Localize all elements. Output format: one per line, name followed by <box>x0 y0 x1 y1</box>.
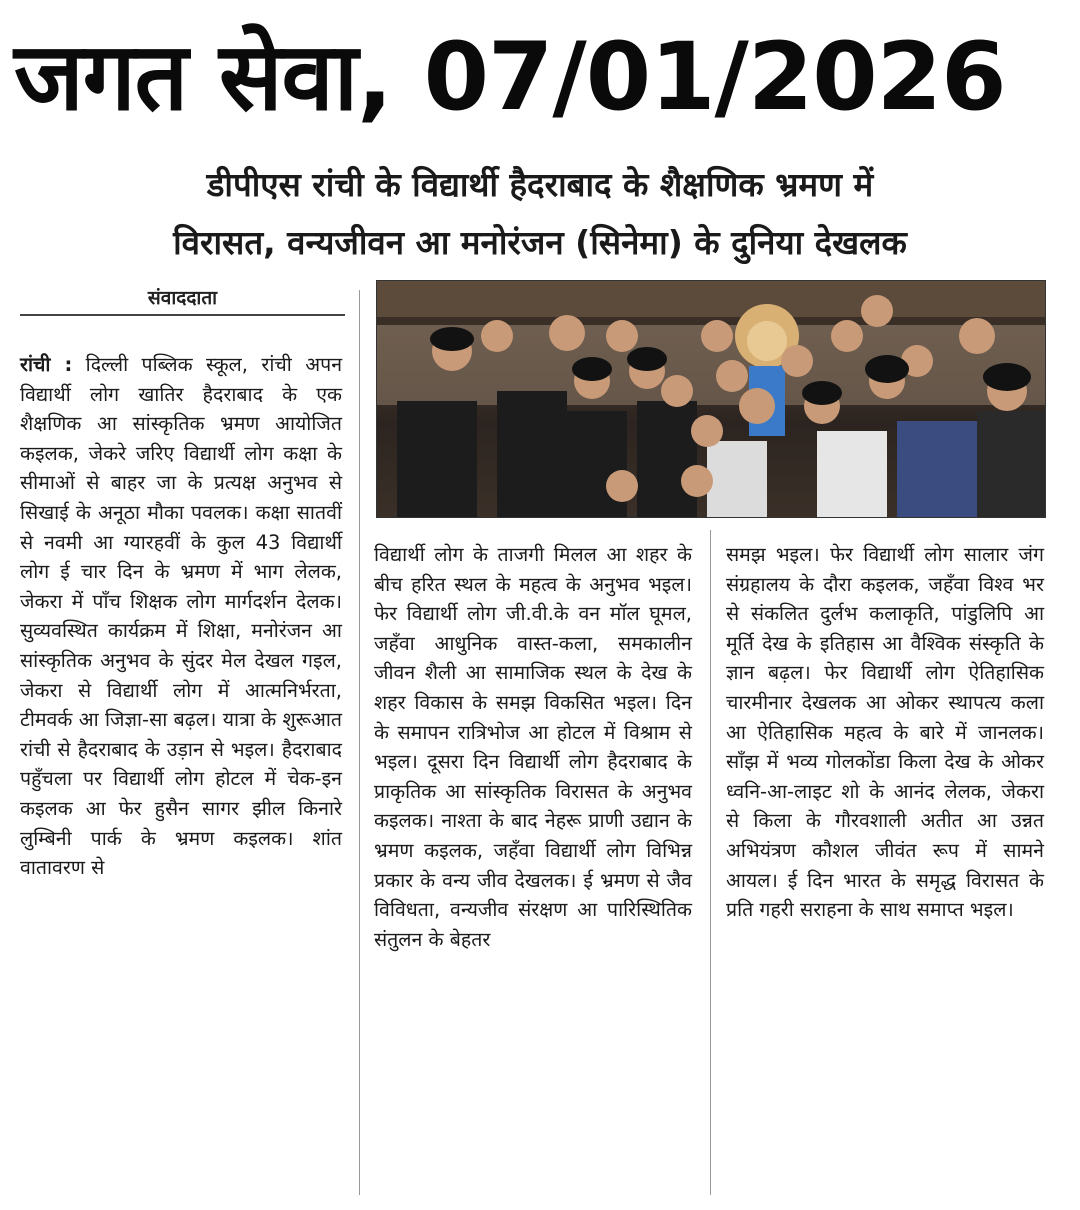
column-1-text: दिल्ली पब्लिक स्कूल, रांची अपन विद्यार्थी लोग खातिर हैदराबाद के एक शैक्षणिक आ सांस्कृतिक भ्रमण आयोजित कइलक, जेकरे जरिए विद्यार्थी लोग कक्षा के सीमाओं से बाहर जा के प्रत्यक्ष अनुभव से सिखाई के अनूठा मौका पवलक। कक्षा सातवीं से नवमी आ ग्यारहवीं के कुल 43 विद्यार्थी लोग ई चार दिन के भ्रमण में भाग लेलक, जेकरा में पाँच शिक्षक लोग मार्गदर्शन देलक। सुव्यवस्थित कार्यक्रम में शिक्षा, मनोरंजन आ सांस्कृतिक अनुभव के सुंदर मेल देखल गइल, जेकरा से विद्यार्थी लोग में आत्मनिर्भरता, टीमवर्क आ जिज्ञा-सा बढ़ल। यात्रा के शुरूआत रांची से हैदराबाद के उड़ान से भइल। हैदराबाद पहुँचला पर विद्यार्थी लोग होटल में चेक-इन कइलक आ फेर हुसैन सागर झील किनारे लुम्बिनी पार्क के भ्रमण कइलक। शांत वातावरण से <box>20 353 343 880</box>
column-divider-2 <box>710 530 711 1195</box>
article-column-3: समझ भइल। फेर विद्यार्थी लोग सालार जंग संग्रहालय के दौरा कइलक, जहँवा विश्व भर से संकलित दुर्लभ कलाकृति, पांडुलिपि आ मूर्ति देख के इतिहास आ वैश्विक संस्कृति के ज्ञान बढ़ल। फेर विद्यार्थी लोग ऐतिहासिक चारमीनार देखलक आ ओकर स्थापत्य कला आ ऐतिहासिक महत्व के बारे में जानलक। साँझ में भव्य गोलकोंडा किला देख के ओकर ध्वनि-आ-लाइट शो के आनंद लेलक, जेकरा से किला के गौरवशाली अतीत आ उन्नत अभियंत्रण कौशल जीवंत रूप में सामने आयल। ई दिन भारत के समृद्ध विरासत के प्रति गहरी सराहना के साथ समाप्त भइल। <box>726 543 1044 922</box>
byline: संवाददाता <box>20 282 345 316</box>
article-column-1 <box>20 350 342 883</box>
group-photo-illustration <box>377 281 1045 517</box>
article-column-2: विद्यार्थी लोग के ताजगी मिलल आ शहर के बीच हरित स्थल के महत्व के अनुभव भइल। फेर विद्यार्थी लोग जी.वी.के वन मॉल घूमल, जहँवा आधुनिक वास्त-कला, समकालीन जीवन शैली आ सामाजिक स्थल के देख के शहर विकास के समझ विकसित भइल। दिन के समापन रात्रिभोज आ होटल में विश्राम से भइल। दूसरा दिन विद्यार्थी लोग हैदराबाद के प्राकृतिक आ सांस्कृतिक विरासत के अनुभव कइलक। नाश्ता के बाद नेहरू प्राणी उद्यान के भ्रमण कइलक, जहँवा विद्यार्थी लोग विभिन्न प्रकार के वन्य जीव देखलक। ई भ्रमण से जैव विविधता, वन्यजीव संरक्षण आ पारिस्थितिक संतुलन के बेहतर <box>374 543 692 951</box>
column-divider-1 <box>359 290 360 1195</box>
newspaper-masthead: जगत सेवा, 07/01/2026 <box>14 23 1006 132</box>
headline-line-1: डीपीएस रांची के विद्यार्थी हैदराबाद के शैक्षणिक भ्रमण में <box>206 165 874 204</box>
dateline: रांची : <box>20 353 73 376</box>
group-photo <box>376 280 1046 518</box>
headline-line-2: विरासत, वन्यजीवन आ मनोरंजन (सिनेमा) के दुनिया देखलक <box>173 223 907 262</box>
